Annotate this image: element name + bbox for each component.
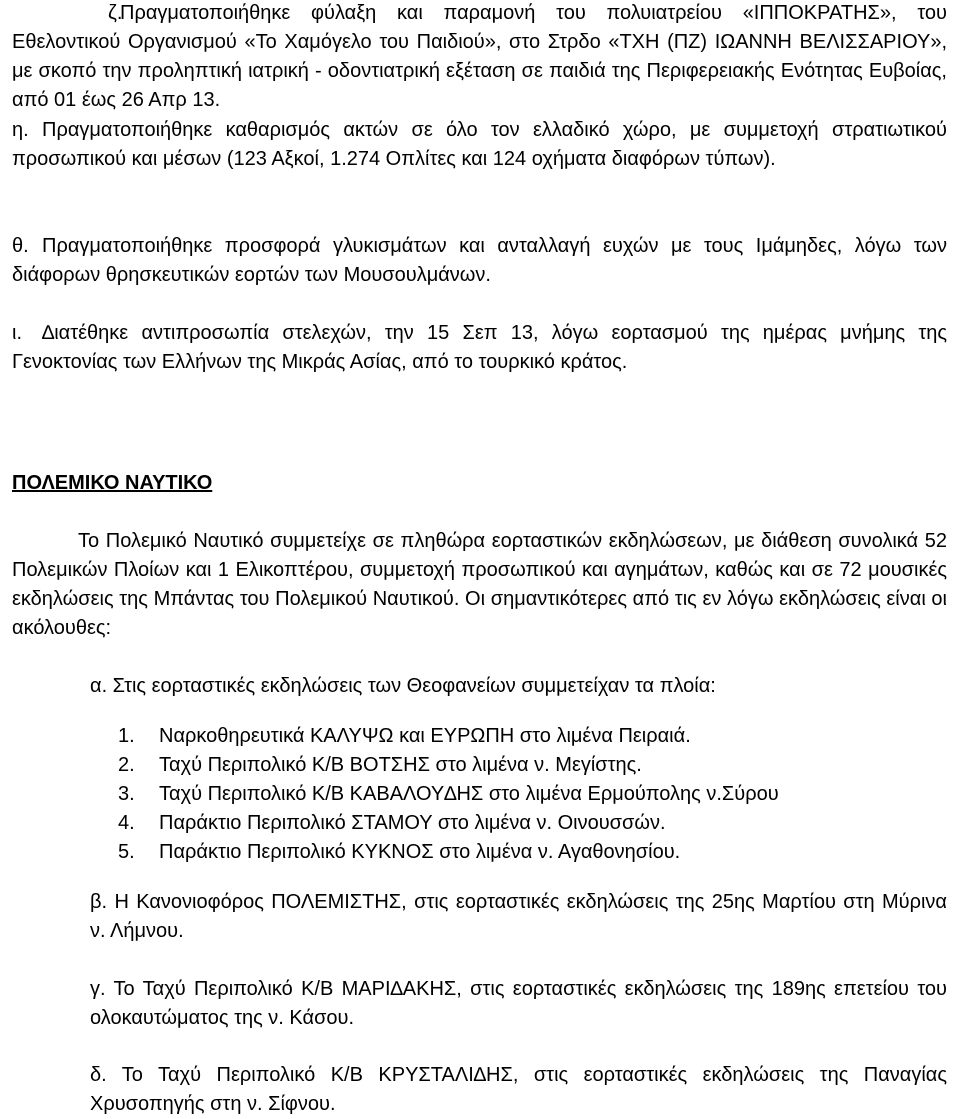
item-letter: η. xyxy=(12,119,29,141)
list-item xyxy=(118,809,779,838)
list-number: 1. xyxy=(118,725,135,747)
list-text: Ταχύ Περιπολικό Κ/Β ΚΑΒΑΛΟΥ∆ΗΣ στο λιμένα Ερμούπολης ν.Σύρου xyxy=(159,783,779,805)
list-item xyxy=(118,751,779,780)
list-number: 4. xyxy=(118,812,135,834)
list-text: Ταχύ Περιπολικό Κ/Β ΒΟΤΣΗΣ στο λιμένα ν. Μεγίστης. xyxy=(159,754,642,776)
ships-list xyxy=(118,722,779,867)
item-text: Πραγματοποιήθηκε καθαρισμός ακτών σε όλο τον ελλαδικό χώρο, με συμμετοχή στρατιωτικού προσωπικού και μέσων (123 Αξκοί, 1.274 Οπλίτες και 124 οχήματα διαφόρων τύπων). xyxy=(12,119,947,170)
list-number: 2. xyxy=(118,754,135,776)
list-item xyxy=(118,722,779,751)
list-text: Παράκτιο Περιπολικό ΣΤΑΜΟΥ στο λιμένα ν. Οινουσσών. xyxy=(159,812,666,834)
item-eta xyxy=(12,116,947,174)
list-number: 5. xyxy=(118,841,135,863)
navy-item-beta: β. Η Κανονιοφόρος ΠΟΛΕΜΙΣΤΗΣ, στις εορταστικές εκδηλώσεις της 25ης Μαρτίου στη Μύρινα ν. Λήμνου. xyxy=(90,891,947,942)
item-text: Πραγματοποιήθηκε προσφορά γλυκισμάτων και ανταλλαγή ευχών με τους Ιμάμηδες, λόγω των διάφορων θρησκευτικών εορτών των Μουσουλμάνων. xyxy=(12,235,947,286)
navy-item-gamma: γ. Το Ταχύ Περιπολικό Κ/Β ΜΑΡΙ∆ΑΚΗΣ, στις εορταστικές εκδηλώσεις της 189ης επετείου του ολοκαυτώματος της ν. Κάσου. xyxy=(90,978,947,1029)
navy-item-alpha: α. Στις εορταστικές εκδηλώσεις των Θεοφανείων συμμετείχαν τα πλοία: xyxy=(90,675,716,697)
list-item xyxy=(118,838,779,867)
item-theta xyxy=(12,232,947,290)
list-text: Ναρκοθηρευτικά ΚΑΛΥΨΩ και ΕΥΡΩΠΗ στο λιμένα Πειραιά. xyxy=(159,725,691,747)
item-text: Πραγματοποιήθηκε φύλαξη και παραμονή του πολυιατρείου «ΙΠΠΟΚΡΑΤΗΣ», του Εθελοντικού Οργανισμού «Το Χαμόγελο του Παιδιού», στο Στρδο «ΤΧΗ (ΠΖ) ΙΩΑΝΝΗ ΒΕΛΙΣΣΑΡΙΟΥ», με σκοπό την προληπτική ιατρική - οδοντιατρική εξέταση σε παιδιά της Περιφερειακής Ενότητας Ευβοίας, από 01 έως 26 Απρ 13. xyxy=(12,2,947,111)
item-letter: ι. xyxy=(12,322,22,344)
list-text: Παράκτιο Περιπολικό ΚΥΚΝΟΣ στο λιμένα ν. Αγαθονησίου. xyxy=(159,841,681,863)
item-letter: ζ. xyxy=(108,2,123,24)
list-item xyxy=(118,780,779,809)
item-zeta xyxy=(12,0,947,115)
item-letter: θ. xyxy=(12,235,29,257)
list-number: 3. xyxy=(118,783,135,805)
item-iota xyxy=(12,319,947,377)
section-heading: ΠΟΛΕΜΙΚΟ ΝΑΥΤΙΚΟ xyxy=(12,472,213,494)
navy-item-delta: δ. Το Ταχύ Περιπολικό Κ/Β ΚΡΥΣΤΑΛΙ∆ΗΣ, στις εορταστικές εκδηλώσεις της Παναγίας Χρυσοπηγής στη ν. Σίφνου. xyxy=(90,1064,947,1115)
item-text: ∆ιατέθηκε αντιπροσωπία στελεχών, την 15 Σεπ 13, λόγω εορτασμού της ημέρας μνήμης της Γενοκτονίας των Ελλήνων της Μικράς Ασίας, από το τουρκικό κράτος. xyxy=(12,322,947,373)
navy-intro-paragraph: Το Πολεμικό Ναυτικό συμμετείχε σε πληθώρα εορταστικών εκδηλώσεων, με διάθεση συνολικά 52 Πολεμικών Πλοίων και 1 Ελικοπτέρου, συμμετοχή προσωπικού και αγημάτων, καθώς και σε 72 μουσικές εκδηλώσεις της Μπάντας του Πολεμικού Ναυτικού. Οι σημαντικότερες από τις εν λόγω εκδηλώσεις είναι οι ακόλουθες: xyxy=(12,530,947,639)
